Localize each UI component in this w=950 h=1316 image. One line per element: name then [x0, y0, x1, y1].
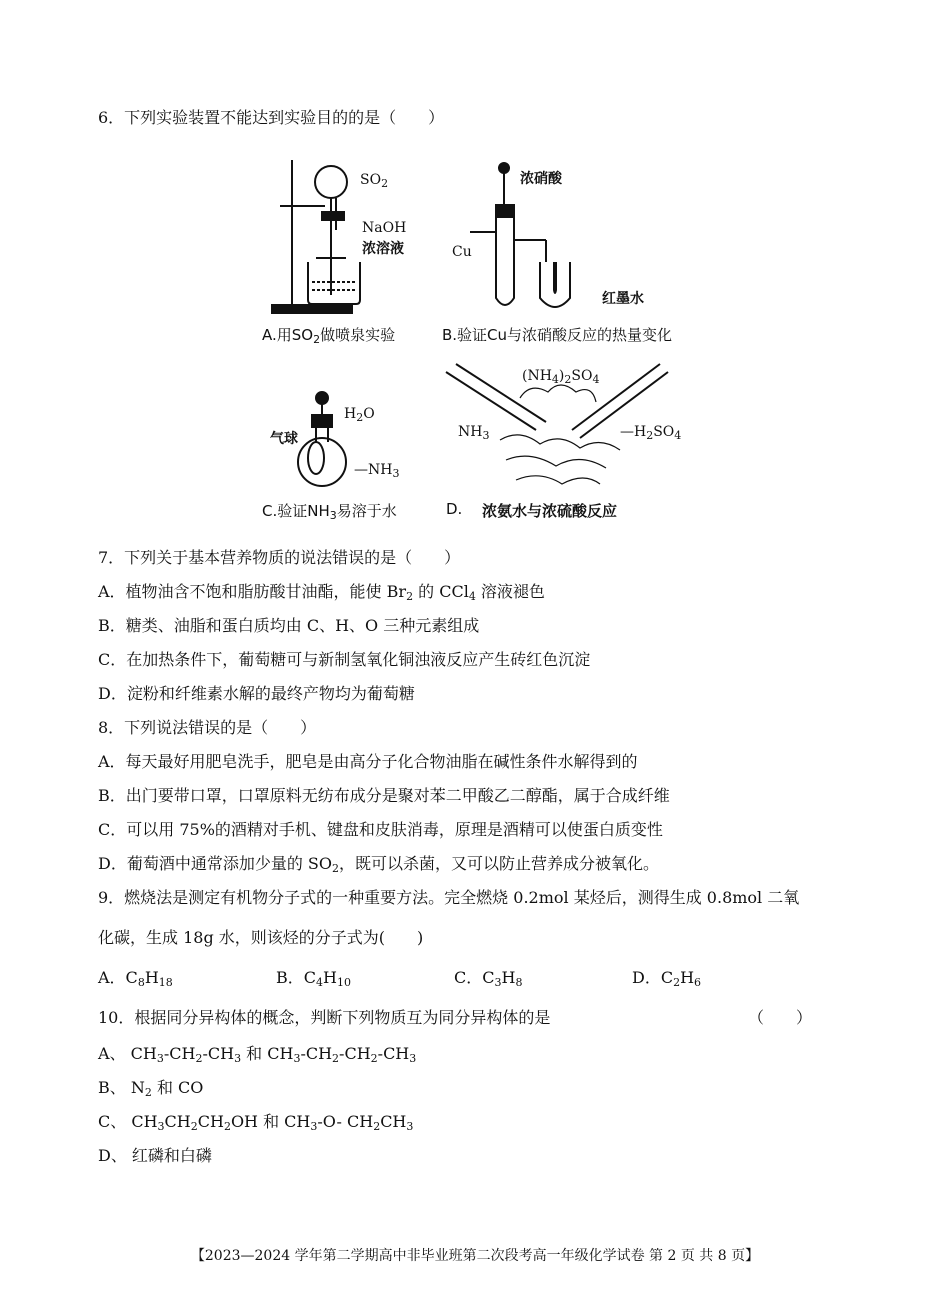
q7-option-d: D．淀粉和纤维素水解的最终产物均为葡萄糖: [98, 684, 415, 703]
fig-d-nh3-label: $NH_3$: [458, 424, 490, 442]
fig-c-nh3-label: $—NH_3$: [354, 462, 400, 480]
fig-a-caption: A.用$SO_2$做喷泉实验: [262, 326, 396, 346]
q8-option-b: B．出门要带口罩，口罩原料无纺布成分是聚对苯二甲酸乙二醇酯，属于合成纤维: [98, 786, 670, 805]
fig-d-caption-letter: D.: [446, 500, 463, 518]
fig-c-water-label: $H_2O$: [344, 406, 375, 424]
q10-option-c: C、 $CH_3CH_2CH_2OH$ 和 $CH_3-O-$ $CH_2CH_3$: [98, 1112, 414, 1133]
q10-stem: 10．根据同分异构体的概念，判断下列物质互为同分异构体的是: [98, 1008, 551, 1027]
fig-c-balloon-label: 气球: [270, 431, 298, 447]
fig-b-acid-label: 浓硝酸: [520, 171, 562, 187]
q9-option-a: A．$C_8H_{18}$: [98, 968, 173, 989]
q9-stem-line1: 9．燃烧法是测定有机物分子式的一种重要方法。完全燃烧 0.2mol 某烃后，测得生成 0.8mol 二氧: [98, 888, 800, 907]
q7-option-c: C．在加热条件下，葡萄糖可与新制氢氧化铜浊液反应产生砖红色沉淀: [98, 650, 591, 669]
q7-stem: 7．下列关于基本营养物质的说法错误的是（ ）: [98, 548, 461, 567]
q8-option-d: D．葡萄酒中通常添加少量的 $SO_2$，既可以杀菌，又可以防止营养成分被氧化。: [98, 854, 660, 875]
q10-option-a: A、 $CH_3-CH_2-CH_3$ 和 $CH_3-CH_2-CH_2-CH_3$: [98, 1044, 417, 1065]
fig-d-salt-label: $(NH_4)_2SO_4$: [522, 368, 600, 386]
q10-option-b: B、 $N_2$ 和 CO: [98, 1078, 204, 1099]
fig-d-h2so4-label: $—H_2SO_4$: [620, 424, 682, 442]
q9-option-c: C．$C_3H_8$: [454, 968, 523, 989]
q9-option-b: B．$C_4H_{10}$: [276, 968, 351, 989]
q8-option-c: C．可以用 75%的酒精对手机、键盘和皮肤消毒，原理是酒精可以使蛋白质变性: [98, 820, 663, 839]
fig-a-so2-label: $SO_2$: [360, 172, 389, 190]
q10-option-d: D、 红磷和白磷: [98, 1146, 212, 1165]
q10-answer-paren: （ ）: [748, 1008, 813, 1027]
fig-a-apparatus: [272, 160, 360, 313]
fig-a-naoh-label: NaOH: [362, 220, 407, 236]
fig-c-caption: C.验证$NH_3$易溶于水: [262, 502, 397, 522]
q9-option-d: D．$C_2H_6$: [632, 968, 702, 989]
q6-figures: [0, 0, 950, 530]
page-footer: 【2023—2024 学年第二学期高中非毕业班第二次段考高一年级化学试卷 第 2 页 共 8 页】: [190, 1248, 760, 1264]
q8-option-a: A．每天最好用肥皂洗手，肥皂是由高分子化合物油脂在碱性条件水解得到的: [98, 752, 638, 771]
q6-stem: 6．下列实验装置不能达到实验目的的是（ ）: [98, 108, 445, 127]
q9-stem-line2: 化碳，生成 18g 水，则该烃的分子式为( ): [98, 928, 424, 947]
fig-d-caption: 浓氨水与浓硫酸反应: [482, 502, 618, 520]
fig-c-apparatus: [298, 392, 346, 486]
q8-stem: 8．下列说法错误的是（ ）: [98, 718, 317, 737]
q7-option-b: B．糖类、油脂和蛋白质均由 C、H、O 三种元素组成: [98, 616, 480, 635]
fig-b-ink-label: 红墨水: [602, 291, 644, 307]
fig-a-solution-label: 浓溶液: [362, 241, 404, 257]
fig-b-caption: B.验证Cu与浓硝酸反应的热量变化: [442, 326, 673, 344]
q7-option-a: A．植物油含不饱和脂肪酸甘油酯，能使 $Br_2$ 的 CCl$_4$ 溶液褪色: [98, 582, 545, 603]
fig-b-cu-label: Cu: [452, 244, 472, 260]
